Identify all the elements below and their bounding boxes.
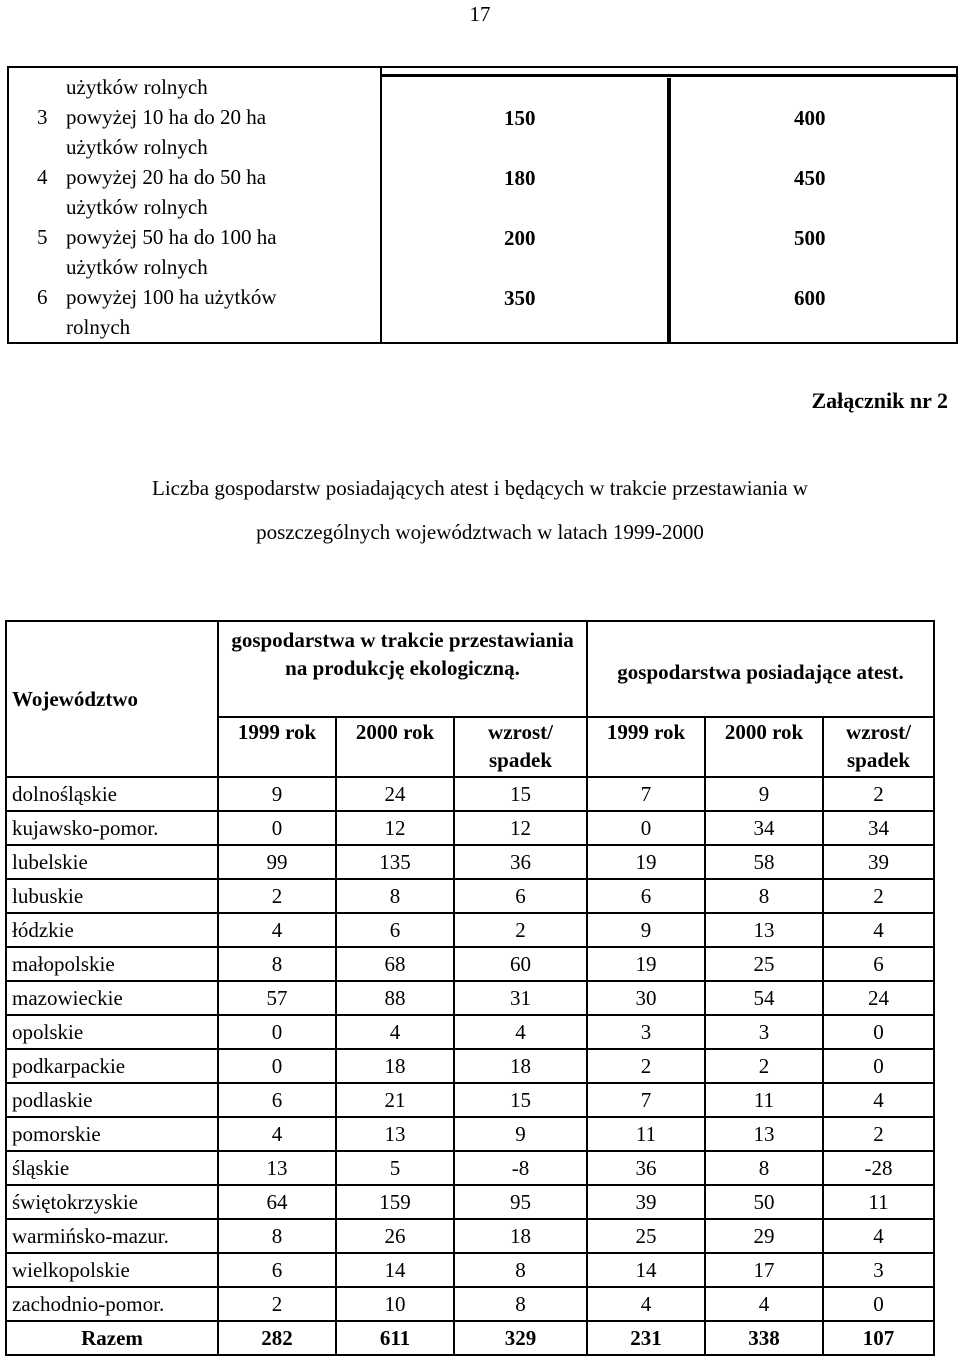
table-cell: 6: [587, 879, 705, 913]
voivodeship-name: małopolskie: [6, 947, 218, 981]
table-row: [6, 879, 934, 913]
table-cell: 19: [587, 947, 705, 981]
total-label: Razem: [6, 1321, 218, 1355]
table-cell: 36: [454, 845, 587, 879]
voivodeship-name: warmińsko-mazur.: [6, 1219, 218, 1253]
table-cell: 14: [336, 1253, 454, 1287]
total-cell: 231: [587, 1321, 705, 1355]
total-cell: 338: [705, 1321, 823, 1355]
voivodeship-name: pomorskie: [6, 1117, 218, 1151]
table-cell: 4: [823, 1219, 934, 1253]
table-cell: 29: [705, 1219, 823, 1253]
row-label-line: użytków rolnych: [66, 195, 208, 219]
table-cell: 3: [705, 1015, 823, 1049]
voivodeship-name: zachodnio-pomor.: [6, 1287, 218, 1321]
voivodeship-name: mazowieckie: [6, 981, 218, 1015]
table-row: [6, 1219, 934, 1253]
table-cell: -8: [454, 1151, 587, 1185]
voivodeship-name: lubelskie: [6, 845, 218, 879]
table-cell: 11: [587, 1117, 705, 1151]
table-cell: 2: [705, 1049, 823, 1083]
table-cell: 0: [218, 1015, 336, 1049]
table-cell: 36: [587, 1151, 705, 1185]
table-cell: 19: [587, 845, 705, 879]
table-cell: 31: [454, 981, 587, 1015]
top-table-value: 500: [794, 226, 826, 250]
table-cell: 60: [454, 947, 587, 981]
table-cell: 4: [218, 913, 336, 947]
header-group-przestawianie: gospodarstwa w trakcie przestawiania na produkcję ekologiczną.: [218, 621, 587, 717]
table-cell: 4: [336, 1015, 454, 1049]
subheader-1: 2000 rok: [336, 717, 454, 777]
row-number: 6: [37, 285, 48, 309]
table-cell: 2: [587, 1049, 705, 1083]
voivodeship-name: łódzkie: [6, 913, 218, 947]
table-cell: 2: [218, 879, 336, 913]
row-label: [66, 72, 376, 102]
table-cell: 4: [823, 1083, 934, 1117]
table-cell: 9: [587, 913, 705, 947]
table-row: [6, 1083, 934, 1117]
table-cell: 3: [587, 1015, 705, 1049]
row-label-line: użytków rolnych: [66, 255, 208, 279]
row-number: 4: [37, 165, 48, 189]
table-cell: 24: [823, 981, 934, 1015]
top-table-value: 450: [794, 166, 826, 190]
voivodeship-name: kujawsko-pomor.: [6, 811, 218, 845]
table-cell: 13: [336, 1117, 454, 1151]
table-cell: 0: [218, 811, 336, 845]
top-table-value: 350: [504, 286, 536, 310]
table-cell: 7: [587, 777, 705, 811]
row-number: 5: [37, 225, 48, 249]
table-cell: 3: [823, 1253, 934, 1287]
table-cell: 8: [218, 947, 336, 981]
table-cell: 88: [336, 981, 454, 1015]
table-cell: 7: [587, 1083, 705, 1117]
row-label-line: użytków rolnych: [66, 135, 208, 159]
subheader-2: wzrost/ spadek: [454, 717, 587, 777]
table-cell: 21: [336, 1083, 454, 1117]
table-cell: 18: [336, 1049, 454, 1083]
top-table-value: 180: [504, 166, 536, 190]
table-cell: 13: [705, 913, 823, 947]
table-cell: 0: [823, 1015, 934, 1049]
table-cell: 6: [336, 913, 454, 947]
table-cell: 68: [336, 947, 454, 981]
header-group-atest: gospodarstwa posiadające atest.: [587, 621, 934, 717]
table-row: [6, 777, 934, 811]
table-cell: 0: [218, 1049, 336, 1083]
table-cell: 64: [218, 1185, 336, 1219]
top-table-value: 400: [794, 106, 826, 130]
table-cell: 2: [823, 1117, 934, 1151]
voivodeship-name: podlaskie: [6, 1083, 218, 1117]
table-cell: 4: [454, 1015, 587, 1049]
table-cell: 18: [454, 1049, 587, 1083]
voivodeship-name: opolskie: [6, 1015, 218, 1049]
table-cell: 0: [587, 811, 705, 845]
row-label: [66, 282, 376, 342]
table-cell: 24: [336, 777, 454, 811]
table-cell: 11: [705, 1083, 823, 1117]
row-label-line: powyżej 50 ha do 100 ha: [66, 225, 277, 249]
table-cell: 57: [218, 981, 336, 1015]
table-cell: 13: [705, 1117, 823, 1151]
voivodeship-name: świętokrzyskie: [6, 1185, 218, 1219]
table-cell: 54: [705, 981, 823, 1015]
page-number: 17: [469, 2, 491, 26]
row-label: [66, 162, 376, 222]
table-cell: 13: [218, 1151, 336, 1185]
table-cell: 135: [336, 845, 454, 879]
row-divider: [382, 74, 956, 77]
table-row: [6, 1049, 934, 1083]
row-label-line: powyżej 100 ha użytków: [66, 285, 277, 309]
table-cell: 30: [587, 981, 705, 1015]
table-row: [6, 1185, 934, 1219]
table-cell: 34: [705, 811, 823, 845]
table-cell: 15: [454, 777, 587, 811]
table-row: [6, 1117, 934, 1151]
table-cell: 2: [823, 777, 934, 811]
row-label-line: rolnych: [66, 315, 131, 339]
voivodeship-name: lubuskie: [6, 879, 218, 913]
table-row: [6, 1015, 934, 1049]
table-cell: 15: [454, 1083, 587, 1117]
table-cell: 4: [705, 1287, 823, 1321]
column-divider: [380, 68, 382, 342]
table-cell: 2: [823, 879, 934, 913]
voivodeship-name: wielkopolskie: [6, 1253, 218, 1287]
table-cell: 11: [823, 1185, 934, 1219]
total-cell: 282: [218, 1321, 336, 1355]
total-cell: 329: [454, 1321, 587, 1355]
table-cell: 8: [218, 1219, 336, 1253]
table-row: [6, 1253, 934, 1287]
table-cell: -28: [823, 1151, 934, 1185]
table-row: [6, 845, 934, 879]
table-cell: 0: [823, 1049, 934, 1083]
caption-line-2: poszczególnych województwach w latach 1999-2000: [256, 520, 704, 544]
total-cell: 107: [823, 1321, 934, 1355]
table-cell: 34: [823, 811, 934, 845]
table-cell: 6: [823, 947, 934, 981]
main-table: [5, 620, 935, 1356]
table-cell: 8: [454, 1287, 587, 1321]
table-cell: 17: [705, 1253, 823, 1287]
header-wojewodztwo: Województwo: [6, 621, 218, 777]
top-table: [7, 66, 958, 344]
subheader-4: 2000 rok: [705, 717, 823, 777]
table-cell: 9: [454, 1117, 587, 1151]
table-cell: 12: [336, 811, 454, 845]
table-cell: 25: [587, 1219, 705, 1253]
table-cell: 14: [587, 1253, 705, 1287]
table-row: [6, 1287, 934, 1321]
table-cell: 2: [454, 913, 587, 947]
row-label-line: użytków rolnych: [66, 75, 208, 99]
table-cell: 39: [587, 1185, 705, 1219]
table-cell: 8: [454, 1253, 587, 1287]
table-cell: 9: [218, 777, 336, 811]
table-cell: 99: [218, 845, 336, 879]
column-divider: [667, 78, 671, 342]
table-row: [6, 913, 934, 947]
table-cell: 39: [823, 845, 934, 879]
table-cell: 25: [705, 947, 823, 981]
total-cell: 611: [336, 1321, 454, 1355]
top-table-value: 150: [504, 106, 536, 130]
table-cell: 4: [218, 1117, 336, 1151]
table-cell: 8: [705, 1151, 823, 1185]
table-row: [6, 1151, 934, 1185]
table-cell: 4: [823, 913, 934, 947]
row-label-line: powyżej 10 ha do 20 ha: [66, 105, 267, 129]
table-cell: 4: [587, 1287, 705, 1321]
row-number: 3: [37, 105, 48, 129]
row-label: [66, 102, 376, 162]
subheader-3: 1999 rok: [587, 717, 705, 777]
table-cell: 50: [705, 1185, 823, 1219]
table-cell: 6: [218, 1083, 336, 1117]
table-cell: 95: [454, 1185, 587, 1219]
table-row: [6, 811, 934, 845]
top-table-value: 600: [794, 286, 826, 310]
total-row: [6, 1321, 934, 1355]
top-table-value: 200: [504, 226, 536, 250]
table-cell: 159: [336, 1185, 454, 1219]
table-cell: 9: [705, 777, 823, 811]
table-cell: 0: [823, 1287, 934, 1321]
table-cell: 5: [336, 1151, 454, 1185]
table-cell: 6: [454, 879, 587, 913]
row-label: [66, 222, 376, 282]
table-cell: 26: [336, 1219, 454, 1253]
table-cell: 12: [454, 811, 587, 845]
voivodeship-name: podkarpackie: [6, 1049, 218, 1083]
table-cell: 8: [705, 879, 823, 913]
table-cell: 6: [218, 1253, 336, 1287]
table-cell: 18: [454, 1219, 587, 1253]
voivodeship-name: dolnośląskie: [6, 777, 218, 811]
table-row: [6, 947, 934, 981]
subheader-0: 1999 rok: [218, 717, 336, 777]
row-label-line: powyżej 20 ha do 50 ha: [66, 165, 267, 189]
table-row: [6, 981, 934, 1015]
table-cell: 2: [218, 1287, 336, 1321]
table-cell: 10: [336, 1287, 454, 1321]
voivodeship-name: śląskie: [6, 1151, 218, 1185]
caption-line-1: Liczba gospodarstw posiadających atest i będących w trakcie przestawiania w: [152, 476, 808, 500]
table-cell: 8: [336, 879, 454, 913]
annex-label: Załącznik nr 2: [811, 388, 948, 413]
table-cell: 58: [705, 845, 823, 879]
subheader-5: wzrost/ spadek: [823, 717, 934, 777]
